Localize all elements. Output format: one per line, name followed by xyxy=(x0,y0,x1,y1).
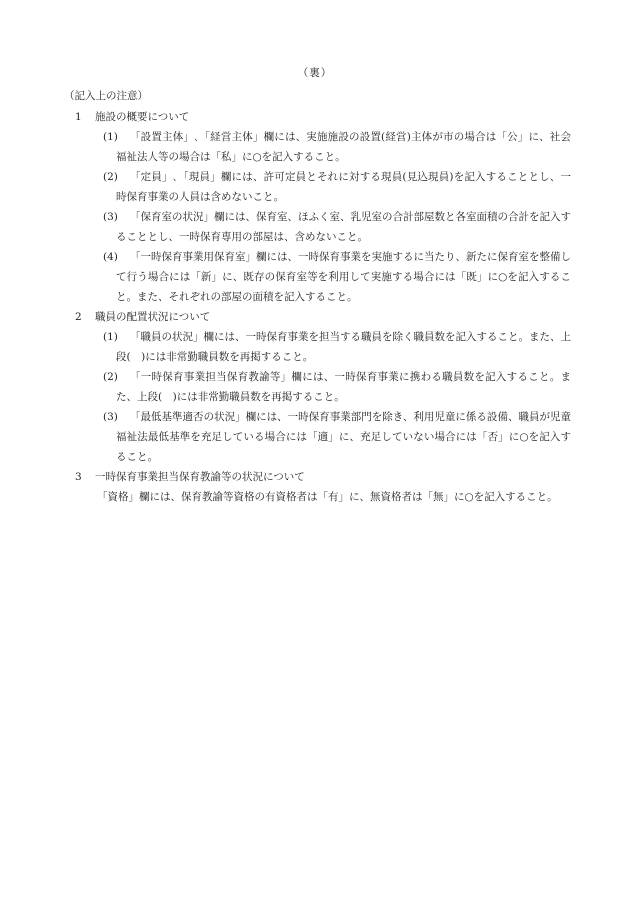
item-number: (3) xyxy=(103,411,118,423)
section-staff-placement xyxy=(0,307,630,467)
item-text: 「最低基準適否の状況」欄には、一時保育事業部門を除き、利用児童に係る設備、職員が児童福祉法最低基準を充足している場合には「適」に、充足していない場合には「否」に○を記入すること。 xyxy=(116,411,572,463)
section-childcare-teacher-status xyxy=(0,467,630,507)
note-item xyxy=(0,207,571,247)
item-text: 「一時保育事業担当保育教諭等」欄には、一時保育事業に携わる職員数を記入すること。また、上段( )には非常勤職員数を再掲すること。 xyxy=(116,371,571,403)
item-text: 「職員の状況」欄には、一時保育事業を担当する職員を除く職員数を記入すること。また、上段( )には非常勤職員数を再掲すること。 xyxy=(116,331,571,363)
item-text: 「一時保育事業用保育室」欄には、一時保育事業を実施するに当たり、新たに保育室を整備して行う場合には「新」に、既存の保育室等を利用して実施する場合には「既」に○を記入すること。また、それぞれの部屋の面積を記入すること。 xyxy=(116,251,571,303)
note-item xyxy=(0,167,571,207)
section-title: 施設の概要について xyxy=(95,111,190,123)
item-text: 「保育室の状況」欄には、保育室、ほふく室、乳児室の合計部屋数と各室面積の合計を記入することとし、一時保育専用の部屋は、含めないこと。 xyxy=(116,211,571,243)
item-text: 「設置主体」､「経営主体」欄には、実施施設の設置(経営)主体が市の場合は「公」に、社会福祉法人等の場合は「私」に○を記入すること。 xyxy=(116,131,571,163)
note-item xyxy=(0,127,571,167)
section-header xyxy=(0,307,630,327)
item-number: (3) xyxy=(103,211,118,223)
item-number: (4) xyxy=(103,251,118,263)
item-number: (2) xyxy=(103,171,118,183)
section-facility-overview xyxy=(0,107,630,307)
item-number: (1) xyxy=(103,331,118,343)
section-header xyxy=(0,107,630,127)
page-side-label: （裏） xyxy=(297,67,333,79)
note-item xyxy=(0,367,571,407)
note-item xyxy=(0,327,571,367)
note-item xyxy=(0,407,571,467)
section-title: 職員の配置状況について xyxy=(95,311,211,323)
section-header xyxy=(0,467,630,487)
section-number: 1 xyxy=(75,111,82,123)
notes-heading: （記入上の注意） xyxy=(64,90,148,102)
section-number: 3 xyxy=(75,471,82,483)
item-number: (1) xyxy=(103,131,118,143)
item-text: 「定員」､「現員」欄には、許可定員とそれに対する現員(見込現員)を記入することとし、一時保育事業の人員は含めないこと。 xyxy=(116,171,571,203)
section-title: 一時保育事業担当保育教諭等の状況について xyxy=(95,471,305,483)
notes-body xyxy=(0,107,630,507)
note-item xyxy=(0,247,571,307)
section-number: 2 xyxy=(75,311,82,323)
item-number: (2) xyxy=(103,371,118,383)
note-paragraph xyxy=(0,487,571,507)
paragraph-text: 「資格」欄には、保育教諭等資格の有資格者は「有」に、無資格者は「無」に○を記入すること。 xyxy=(97,491,558,503)
